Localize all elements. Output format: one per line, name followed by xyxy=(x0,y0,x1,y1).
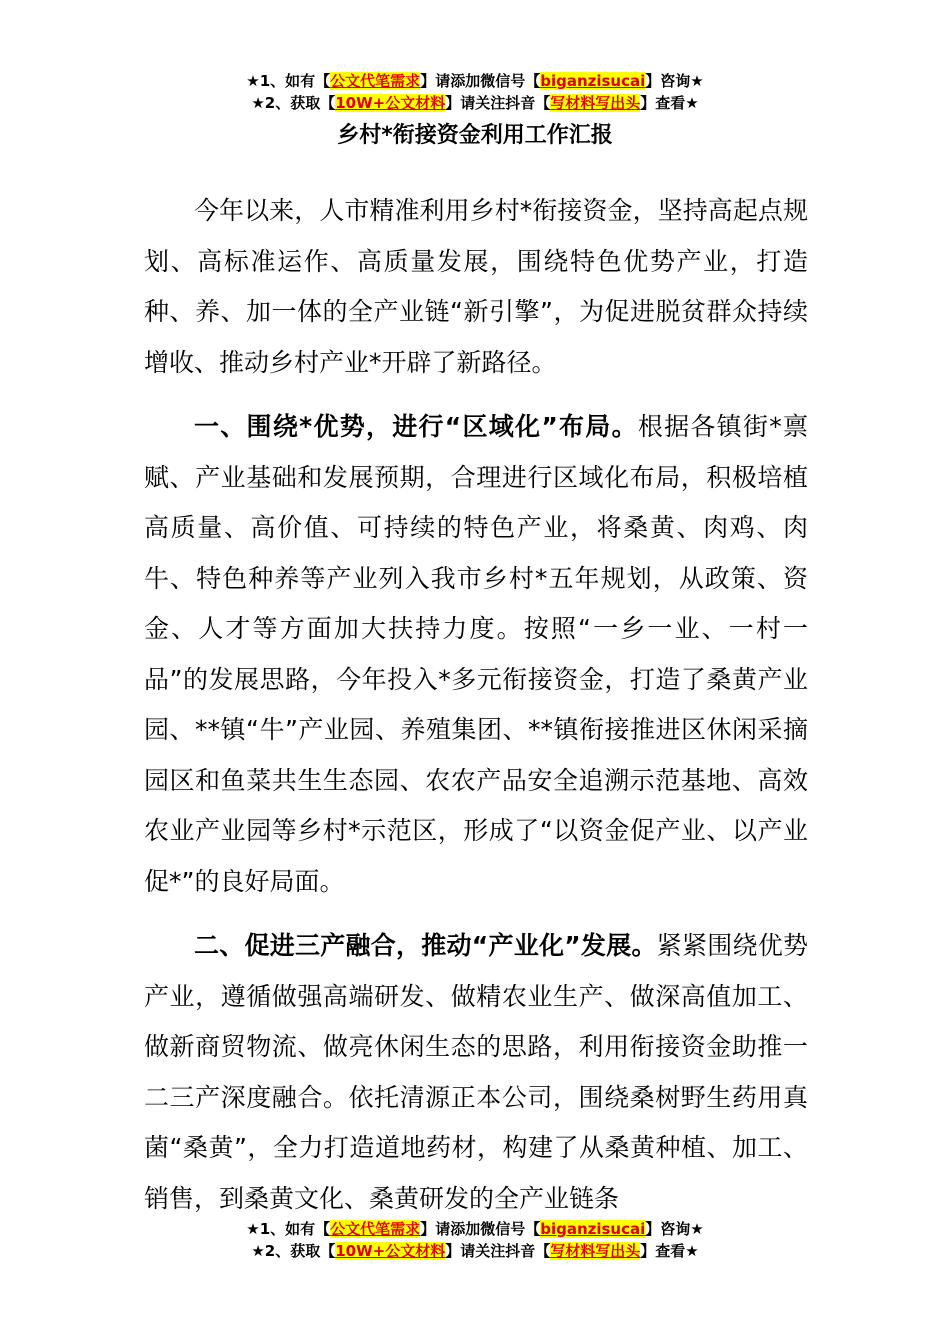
section-2-paragraph xyxy=(144,921,808,1224)
promo-banner-bottom xyxy=(0,1218,950,1262)
promo-text: ★2、获取【 xyxy=(251,1242,336,1260)
promo-line-1 xyxy=(0,1218,950,1240)
promo-text: ★2、获取【 xyxy=(251,94,336,112)
douyin-name-highlight: 写材料写出头 xyxy=(550,1242,641,1260)
promo-highlight: 10W+公文材料 xyxy=(335,94,446,112)
promo-text: 】查看★ xyxy=(640,1242,699,1260)
promo-banner-top xyxy=(0,70,950,114)
promo-highlight: 10W+公文材料 xyxy=(335,1242,446,1260)
douyin-name-highlight: 写材料写出头 xyxy=(550,94,641,112)
promo-text: ★1、如有【 xyxy=(246,1220,331,1238)
promo-text: 】咨询★ xyxy=(645,1220,704,1238)
section-1-heading: 一、围绕*优势，进行“区域化”布局。 xyxy=(194,412,638,441)
promo-text: 】咨询★ xyxy=(645,72,704,90)
section-1-body: 根据各镇街*禀赋、产业基础和发展预期，合理进行区域化布局，积极培植高质量、高价值、可持续的特色产业，将桑黄、肉鸡、肉牛、特色种养等产业列入我市乡村*五年规划，从政策、资金、人才等方面加大扶持力度。按照“一乡一业、一村一品”的发展思路，今年投入*多元衔接资金，打造了桑黄产业园、**镇“牛”产业园、养殖集团、**镇衔接推进区休闲采摘园区和鱼菜共生生态园、农农产品安全追溯示范基地、高效农业产业园等乡村*示范区，形成了“以资金促产业、以产业促*”的良好局面。 xyxy=(144,412,808,896)
promo-text: 】请关注抖音【 xyxy=(445,1242,551,1260)
promo-text: 】请添加微信号【 xyxy=(420,72,541,90)
promo-line-1 xyxy=(0,70,950,92)
wechat-id-highlight: biganzisucai xyxy=(540,1220,646,1238)
section-2-heading: 二、促进三产融合，推动“产业化”发展。 xyxy=(194,931,657,960)
promo-highlight: 公文代笔需求 xyxy=(330,1220,421,1238)
intro-paragraph: 今年以来，人市精准利用乡村*衔接资金，坚持高起点规划、高标准运作、高质量发展，围绕特色优势产业，打造种、养、加一体的全产业链“新引擎”，为促进脱贫群众持续增收、推动乡村产业*开辟了新路径。 xyxy=(144,196,808,377)
wechat-id-highlight: biganzisucai xyxy=(540,72,646,90)
promo-text: 】请关注抖音【 xyxy=(445,94,551,112)
promo-line-2 xyxy=(0,92,950,114)
promo-text: 】请添加微信号【 xyxy=(420,1220,541,1238)
promo-text: ★1、如有【 xyxy=(246,72,331,90)
promo-line-2 xyxy=(0,1240,950,1262)
document-body xyxy=(144,186,808,1238)
promo-highlight: 公文代笔需求 xyxy=(330,72,421,90)
document-title: 乡村*衔接资金利用工作汇报 xyxy=(337,123,613,148)
section-1-paragraph xyxy=(144,402,808,907)
promo-text: 】查看★ xyxy=(640,94,699,112)
section-2-body: 紧紧围绕优势产业，遵循做强高端研发、做精农业生产、做深高值加工、做新商贸物流、做亮休闲生态的思路，利用衔接资金助推一二三产深度融合。依托清源正本公司，围绕桑树野生药用真菌“桑黄”，全力打造道地药材，构建了从桑黄种植、加工、销售，到桑黄文化、桑黄研发的全产业链条 xyxy=(144,931,808,1213)
